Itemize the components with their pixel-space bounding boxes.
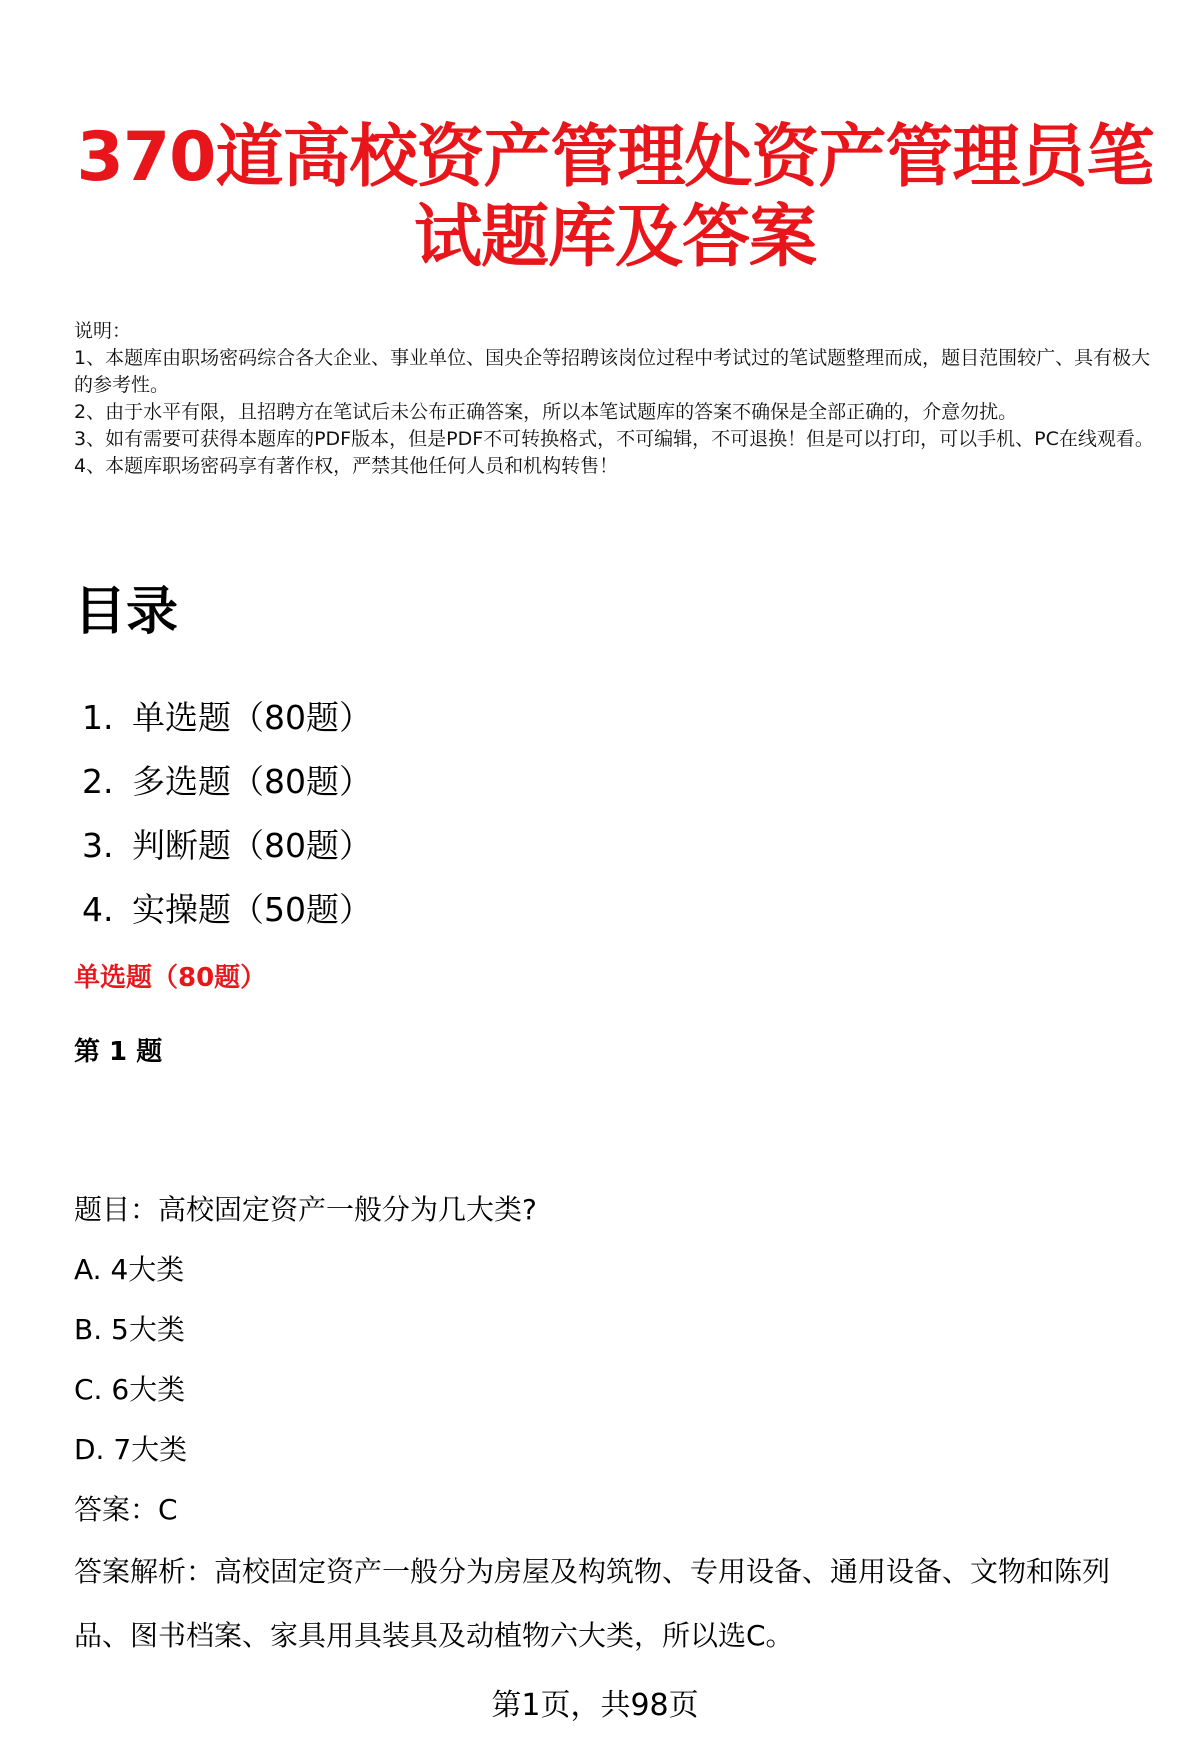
notes-block [74, 318, 1154, 480]
question-answer: 答案：C [74, 1493, 178, 1526]
question-analysis: 答案解析：高校固定资产一般分为房屋及构筑物、专用设备、通用设备、文物和陈列品、图书档案、家具用具装具及动植物六大类，所以选C。 [74, 1555, 1111, 1652]
toc-item-number: 1. [82, 698, 114, 737]
toc-item-label: 多选题（80题） [132, 762, 372, 801]
toc-item-label: 单选题（80题） [132, 698, 372, 737]
question-stem: 题目：高校固定资产一般分为几大类? [74, 1193, 537, 1226]
toc-item-number: 2. [82, 762, 114, 801]
question-option: D. 7大类 [74, 1433, 188, 1466]
question-option: B. 5大类 [74, 1313, 185, 1346]
toc-item[interactable] [82, 878, 372, 942]
question-option: A. 4大类 [74, 1253, 185, 1286]
toc-list [82, 686, 372, 942]
question-option: C. 6大类 [74, 1373, 186, 1406]
notes-item: 1、本题库由职场密码综合各大企业、事业单位、国央企等招聘该岗位过程中考试过的笔试题整理而成，题目范围较广、具有极大的参考性。 [74, 347, 1151, 396]
page-footer: 第1页，共98页 [491, 1688, 699, 1723]
notes-heading: 说明： [74, 320, 132, 342]
toc-item-number: 4. [82, 890, 114, 929]
section-heading: 单选题（80题） [74, 963, 267, 993]
toc-item[interactable] [82, 814, 372, 878]
notes-item: 4、本题库职场密码享有著作权，严禁其他任何人员和机构转售！ [74, 455, 619, 477]
toc-heading: 目录 [74, 582, 179, 642]
question-body [74, 1180, 1164, 1668]
question-number: 第 1 题 [74, 1037, 163, 1067]
toc-item[interactable] [82, 750, 372, 814]
notes-item: 2、由于水平有限，且招聘方在笔试后未公布正确答案，所以本笔试题库的答案不确保是全部正确的，介意勿扰。 [74, 401, 1018, 423]
toc-item-number: 3. [82, 826, 114, 865]
toc-item-label: 判断题（80题） [132, 826, 372, 865]
toc-item[interactable] [82, 686, 372, 750]
document-title: 370道高校资产管理处资产管理员笔试题库及答案 [76, 118, 1154, 277]
toc-item-label: 实操题（50题） [132, 890, 372, 929]
notes-item: 3、如有需要可获得本题库的PDF版本，但是PDF不可转换格式，不可编辑，不可退换！但是可以打印，可以手机、PC在线观看。 [74, 428, 1154, 450]
